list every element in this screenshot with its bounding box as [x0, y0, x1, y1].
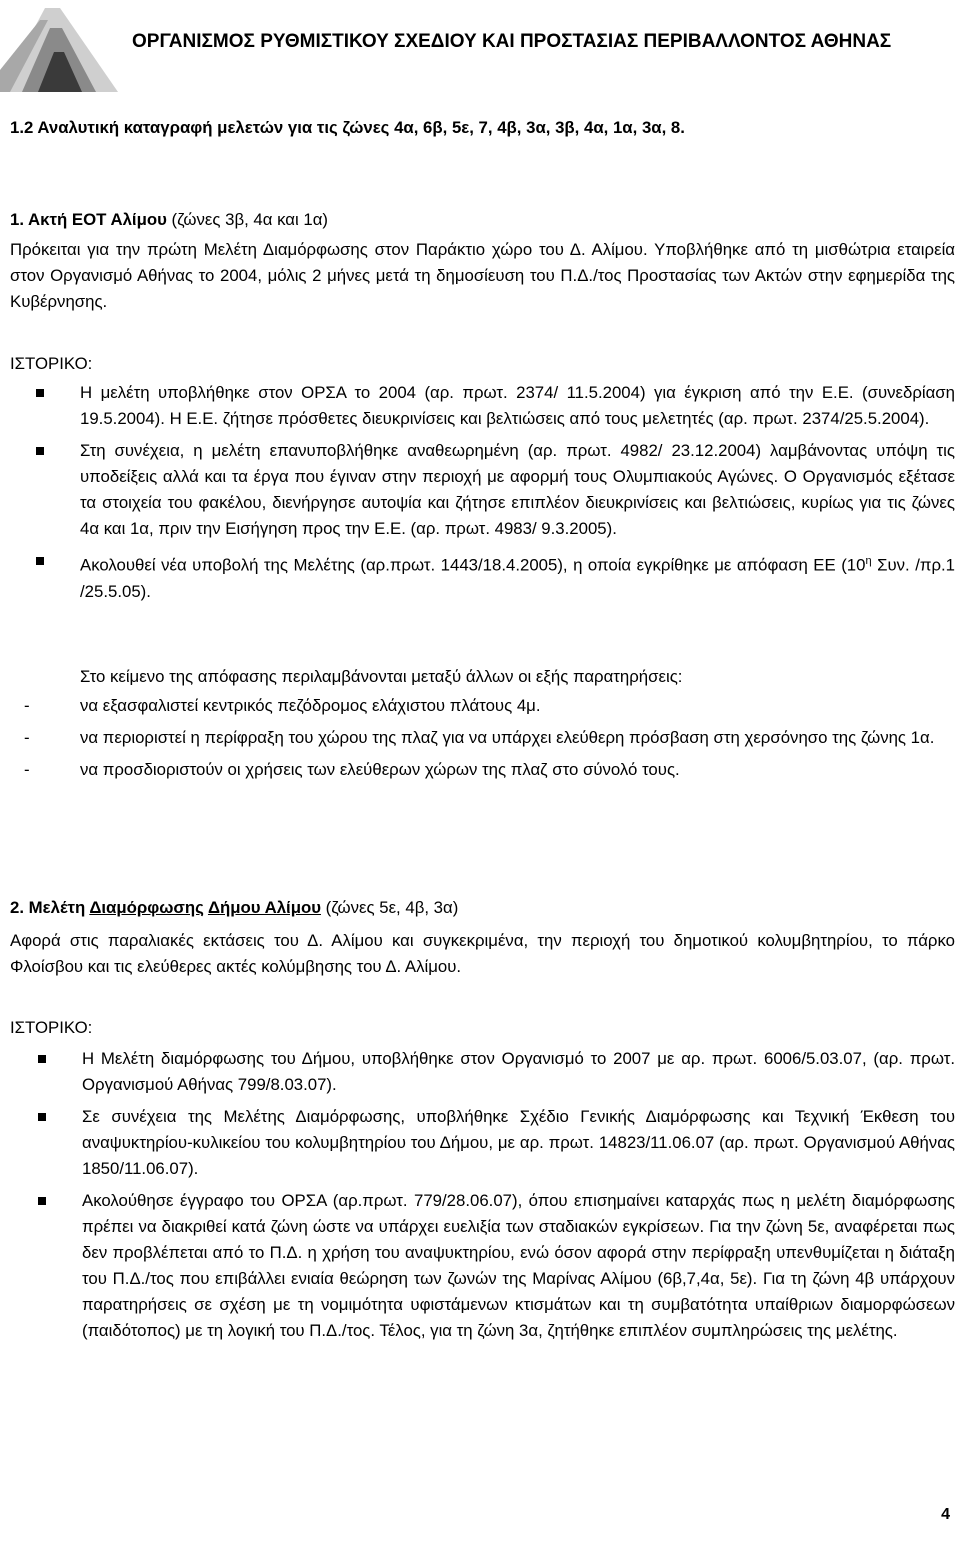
list-item: Η Μελέτη διαμόρφωσης του Δήμου, υποβλήθηκε στον Οργανισμό το 2007 με αρ. πρωτ. 6006/5.03.07, (αρ. πρωτ. Οργανισμού Αθήνας 799/8.03.07). [82, 1046, 955, 1098]
square-bullet-icon [36, 557, 44, 565]
square-bullet-icon [38, 1113, 46, 1121]
square-bullet-icon [36, 389, 44, 397]
study-1-heading [10, 210, 328, 230]
list-item: Στη συνέχεια, η μελέτη επανυποβλήθηκε αναθεωρημένη (αρ. πρωτ. 4982/ 23.12.2004) λαμβάνοντας υπόψη τις υποδείξεις αλλά και τα έργα που έγιναν στην περιοχή με αφορμή τους Ολυμπιακούς Αγώνες. Ο Οργανισμός εξέτασε τα στοιχεία του φακέλου, διενήργησε αυτοψία και ζήτησε επιπλέον διευκρινίσεις και βελτιώσεις, κυρίως για τις ζώνες 4α και 1α, πριν την Εισήγηση προς την Ε.Ε. (αρ. πρωτ. 4983/ 9.3.2005). [80, 438, 955, 542]
study-1-intro: Πρόκειται για την πρώτη Μελέτη Διαμόρφωσης στον Παράκτιο χώρο του Δ. Αλίμου. Υποβλήθηκε από τη μισθώτρια εταιρεία στον Οργανισμό Αθήνας το 2004, μόλις 2 μήνες μετά τη δημοσίευση του Π.Δ./τος Προστασίας των Ακτών στην εφημερίδα της Κυβέρνησης. [10, 240, 955, 311]
study-2-history-list [82, 1046, 955, 1344]
study-1-title: 1. Ακτή ΕΟΤ Αλίμου [10, 210, 167, 229]
list-item: Η μελέτη υποβλήθηκε στον ΟΡΣΑ το 2004 (αρ. πρωτ. 2374/ 11.5.2004) για έγκριση από την Ε.Ε. (συνεδρίαση 19.5.2004). Η Ε.Ε. ζήτησε πρόσθετες διευκρινίσεις και βελτιώσεις από τους μελετητές (αρ. πρωτ. 2374/25.5.2004). [80, 380, 955, 432]
square-bullet-icon [38, 1197, 46, 1205]
list-item: - να περιοριστεί η περίφραξη του χώρου της πλαζ για να υπάρχει ελεύθερη πρόσβαση στη χερσόνησο της ζώνης 1α. [24, 728, 935, 747]
square-bullet-icon [38, 1055, 46, 1063]
list-item: Ακολουθεί νέα υποβολή της Μελέτης (αρ.πρωτ. 1443/18.4.2005), η οποία εγκρίθηκε με απόφαση ΕΕ ($10^\eta$ Συν. /πρ.1 /25.5.05). [80, 548, 955, 605]
list-item: - να προσδιοριστούν οι χρήσεις των ελεύθερων χώρων της πλαζ στο σύνολό τους. [24, 760, 680, 779]
organization-logo [0, 0, 118, 92]
square-bullet-icon [36, 447, 44, 455]
study-2-history-label: ΙΣΤΟΡΙΚΟ: [10, 1018, 93, 1037]
decision-remarks-list [24, 693, 955, 783]
section-heading: 1.2 Αναλυτική καταγραφή μελετών για τις ζώνες 4α, 6β, 5ε, 7, 4β, 3α, 3β, 4α, 1α, 3α, 8. [10, 118, 685, 137]
organization-title: ΟΡΓΑΝΙΣΜΟΣ ΡΥΘΜΙΣΤΙΚΟΥ ΣΧΕΔΙΟΥ ΚΑΙ ΠΡΟΣΤΑΣΙΑΣ ΠΕΡΙΒΑΛΛΟΝΤΟΣ ΑΘΗΝΑΣ [132, 31, 892, 52]
study-2-intro: Αφορά στις παραλιακές εκτάσεις του Δ. Αλίμου και συγκεκριμένα, την περιοχή του δημοτικού κολυμβητηρίου, το πάρκο Φλοίσβου και τις ελεύθερες ακτές κολύμβησης του Δ. Αλίμου. [10, 931, 955, 976]
study-1-zones: (ζώνες 3β, 4α και 1α) [166, 210, 329, 229]
list-item: Σε συνέχεια της Μελέτης Διαμόρφωσης, υποβλήθηκε Σχέδιο Γενικής Διαμόρφωσης και Τεχνική Έκθεση του αναψυκτηρίου-κυλικείου του κολυμβητηρίου του Δήμου, με αρ. πρωτ. 14823/11.06.07 (αρ. πρωτ. Οργανισμού Αθήνας 1850/11.06.07). [82, 1104, 955, 1182]
list-item: - να εξασφαλιστεί κεντρικός πεζόδρομος ελάχιστου πλάτους 4μ. [24, 696, 541, 715]
decision-intro: Στο κείμενο της απόφασης περιλαμβάνονται μεταξύ άλλων οι εξής παρατηρήσεις: [80, 667, 683, 686]
study-1-history-list [80, 380, 955, 605]
study-1-history-label: ΙΣΤΟΡΙΚΟ: [10, 354, 93, 373]
study-2-heading: 2. Μελέτη Διαμόρφωσης Δήμου Αλίμου (ζώνες 5ε, 4β, 3α) [10, 898, 459, 917]
page-number: 4 [941, 1506, 950, 1523]
list-item: Ακολούθησε έγγραφο του ΟΡΣΑ (αρ.πρωτ. 779/28.06.07), όπου επισημαίνει καταρχάς πως η μελέτη διαμόρφωσης πρέπει να διακριθεί κατά ζώνη ώστε να υπάρχει ευελιξία των σταδιακών εγκρίσεων. Για την ζώνη 5ε, αναφέρεται πως δεν προβλέπεται από το Π.Δ. η χρήση του αναψυκτηρίου, ενώ όσον αφορά στην περίφραξη υπενθυμίζεται η διάταξη του Π.Δ./τος που επιβάλλει ενιαία θεώρηση των ζωνών της Μαρίνας Αλίμου (6β,7,4α, 5ε). Για τη ζώνη 4β υπάρχουν παρατηρήσεις σε σχέση με τη νομιμότητα υφιστάμενων κτισμάτων και τη συμβατότητα υπαίθριων διαμορφώσεων (παιδότοπος) με τη λογική του Π.Δ./τος. Τέλος, για τη ζώνη 3α, ζητήθηκε επιπλέον συμπληρώσεις της μελέτης. [82, 1188, 955, 1344]
